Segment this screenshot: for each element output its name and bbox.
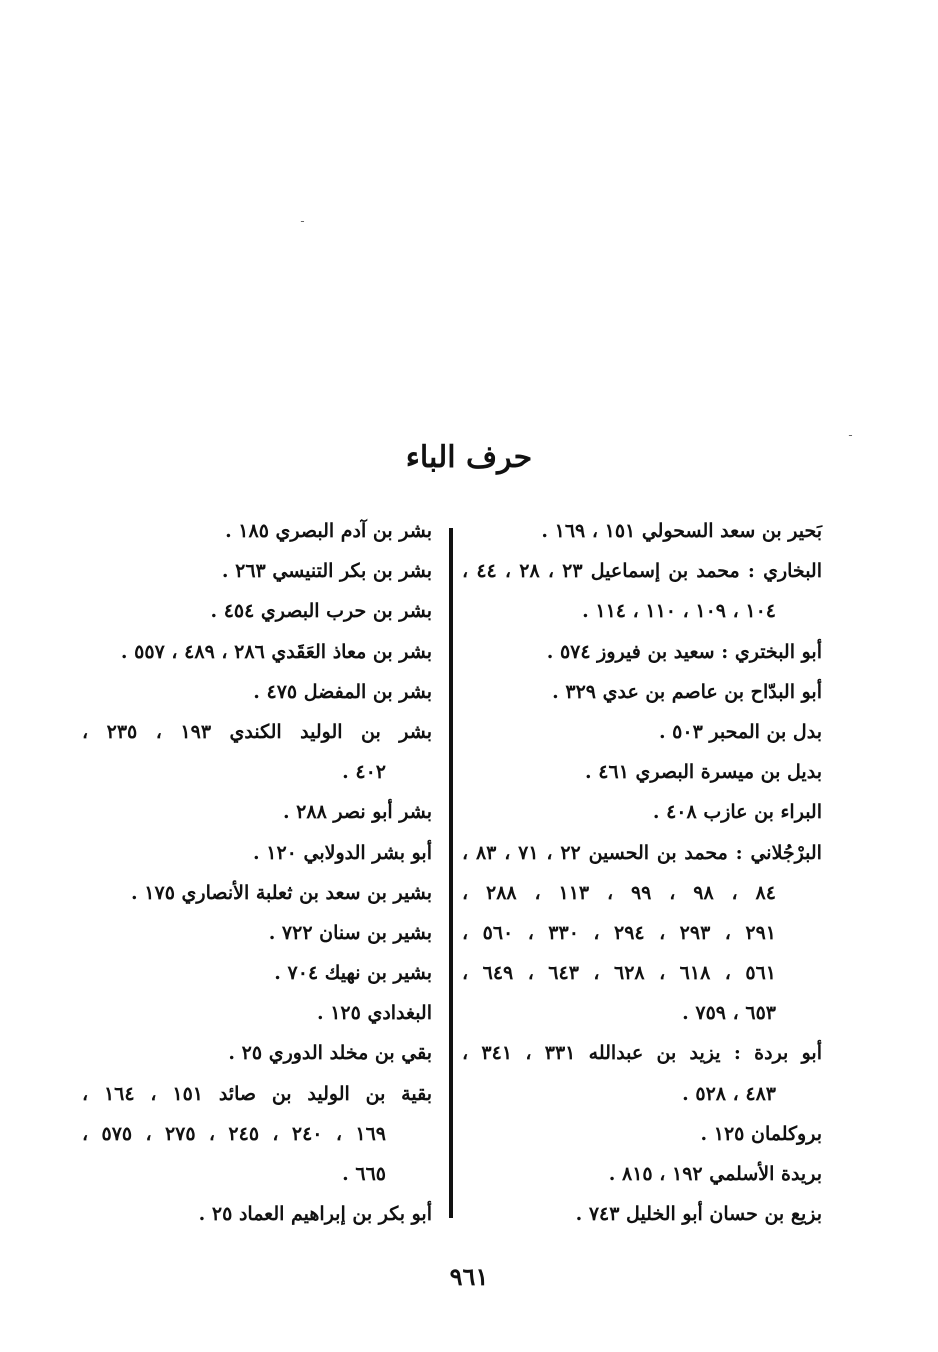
index-column-right [462,516,822,1239]
index-entry: أبو بكر بن إبراهيم العماد ٢٥ . [198,1203,432,1226]
index-entry-continuation: ٥٦١ ، ٦١٨ ، ٦٢٨ ، ٦٤٣ ، ٦٤٩ ، [462,962,776,985]
index-entry-continuation: ٦٥٣ ، ٧٥٩ . [682,1002,776,1025]
index-entry: أبو بردة : يزيد بن عبدالله ٣٣١ ، ٣٤١ ، [462,1042,822,1065]
index-entry: بَحير بن سعد السحولي ١٥١ ، ١٦٩ . [541,520,822,542]
index-entry: بشر بن بكر التنيسي ٢٦٣ . [221,560,432,583]
index-entry: بشر بن آدم البصري ١٨٥ . [225,520,432,542]
index-entry: بشير بن سنان ٧٢٢ . [268,921,432,944]
section-heading: حرف الباء [405,440,533,475]
index-entry: بشير بن نهيك ٧٠٤ . [274,962,432,985]
index-entry-continuation: ٤٨٣ ، ٥٢٨ . [682,1082,776,1105]
index-entry: البخاري : محمد بن إسماعيل ٢٣ ، ٢٨ ، ٤٤ ، [462,560,822,583]
index-entry: بشر بن الوليد الكندي ١٩٣ ، ٢٣٥ ، [82,720,433,743]
index-entry: أبو البدّاح بن عاصم بن عدي ٣٢٩ . [552,680,822,703]
index-entry: بروكلمان ١٢٥ . [700,1122,822,1145]
page-number: ٩٦١ [449,1262,489,1291]
index-entry: بريدة الأسلمي ١٩٢ ، ٨١٥ . [608,1163,822,1185]
index-entry: بشر بن المفضل ٤٧٥ . [253,680,432,703]
column-divider [449,528,453,1218]
index-entry-continuation: ٦٦٥ . [342,1163,386,1185]
index-entry: أبو بشر الدولابي ١٢٠ . [253,841,432,864]
scan-speck: ـ [849,428,852,439]
index-entry: بقية بن الوليد بن صائد ١٥١ ، ١٦٤ ، [82,1082,432,1105]
index-column-left [82,516,432,1239]
index-entry: بشير بن سعد بن ثعلبة الأنصاري ١٧٥ . [131,881,432,904]
index-entry: بشر بن حرب البصري ٤٥٤ . [210,600,432,623]
index-entry-continuation: ١٦٩ ، ٢٤٠ ، ٢٤٥ ، ٢٧٥ ، ٥٧٥ ، [82,1122,386,1145]
index-entry: البرْجُلاني : محمد بن الحسين ٢٢ ، ٧١ ، ٨٣ ، [462,841,822,864]
index-entry: بشر أبو نصر ٢٨٨ . [282,801,432,824]
index-entry: بشر بن معاذ العَقَدي ٢٨٦ ، ٤٨٩ ، ٥٥٧ . [120,640,432,663]
index-entry: البراء بن عازب ٤٠٨ . [652,801,822,824]
index-entry-continuation: ٨٤ ، ٩٨ ، ٩٩ ، ١١٣ ، ٢٨٨ ، [462,881,776,904]
index-entry: بدل بن المحبر ٥٠٣ . [658,720,822,743]
index-entry-continuation: ٢٩١ ، ٢٩٣ ، ٢٩٤ ، ٣٣٠ ، ٥٦٠ ، [462,921,776,944]
scan-speck: ـ [301,214,304,225]
index-entry: البغدادي ١٢٥ . [316,1002,432,1025]
index-entry-continuation: ٤٠٢ . [342,761,386,784]
index-entry: أبو البختري : سعيد بن فيروز ٥٧٤ . [546,640,822,663]
index-entry-continuation: ١٠٤ ، ١٠٩ ، ١١٠ ، ١١٤ . [582,600,776,623]
index-entry: بقي بن مخلد الدوري ٢٥ . [228,1042,432,1065]
index-entry: بديل بن ميسرة البصري ٤٦١ . [585,761,822,784]
index-entry: بزيع بن حسان أبو الخليل ٧٤٣ . [575,1203,822,1226]
